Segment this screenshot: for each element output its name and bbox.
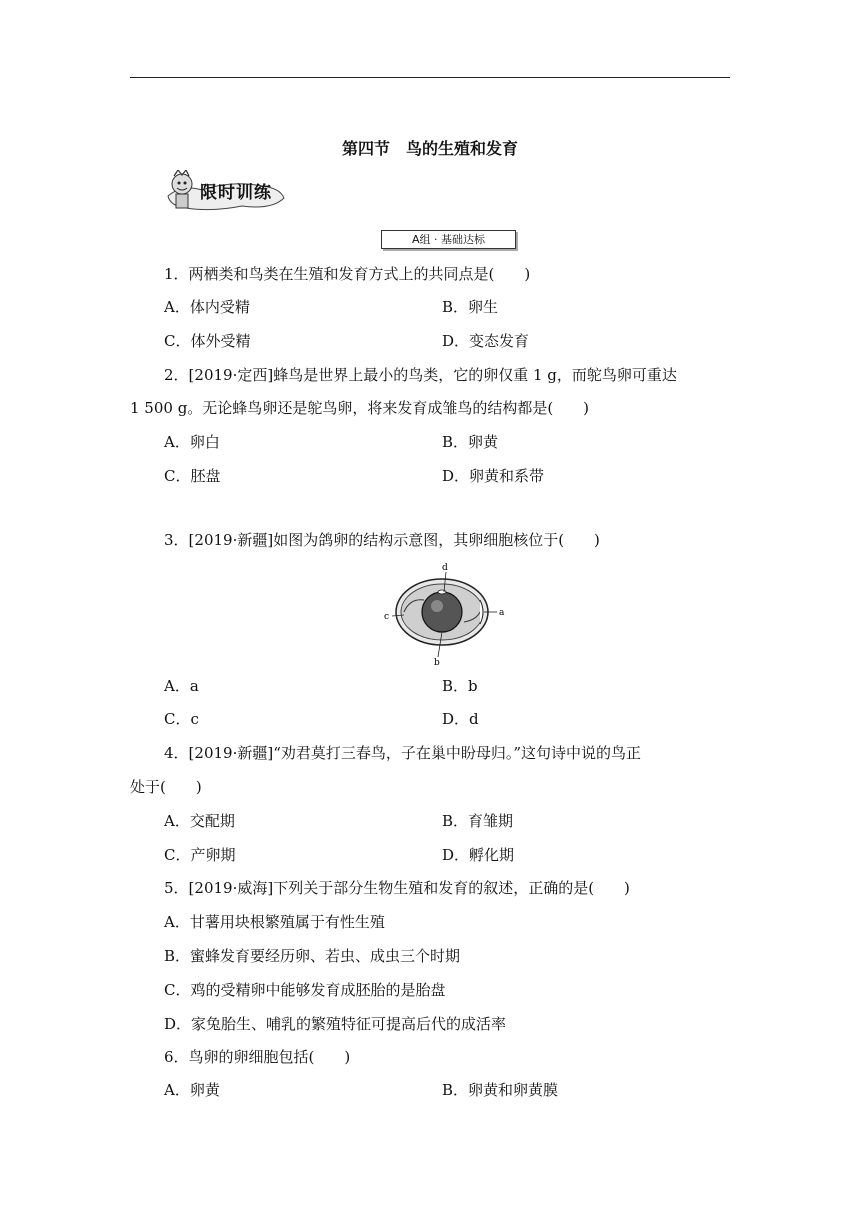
question-4-option-b: B．育雏期 [442,812,514,830]
question-3-option-d: D．d [442,710,479,728]
figure-label-a: a [499,608,505,618]
group-label: A组 · 基础达标 [381,230,516,249]
question-5-option-c: C．鸡的受精卵中能够发育成胚胎的是胎盘 [164,981,446,999]
page-title: 第四节 鸟的生殖和发育 [341,139,518,158]
question-1-stem: 1．两栖类和鸟类在生殖和发育方式上的共同点是( ) [164,265,531,283]
question-3-stem: 3．[2019·新疆]如图为鸽卵的结构示意图，其卵细胞核位于( ) [164,531,600,549]
question-1-option-c: C．体外受精 [164,332,251,350]
question-5-option-a: A．甘薯用块根繁殖属于有性生殖 [164,913,385,931]
figure-label-d: d [442,563,448,573]
question-5-option-d: D．家兔胎生、哺乳的繁殖特征可提高后代的成活率 [164,1015,507,1033]
question-1-option-b: B．卵生 [442,298,499,316]
question-6-stem: 6．鸟卵的卵细胞包括( ) [164,1048,351,1066]
question-1-option-d: D．变态发育 [442,332,530,350]
question-3-option-c: C．c [164,710,199,728]
pigeon-egg-diagram [380,560,510,668]
question-2-option-d: D．卵黄和系带 [442,467,545,485]
question-2-option-c: C．胚盘 [164,467,221,485]
question-3-option-b: B．b [442,677,478,695]
question-4-option-a: A．交配期 [164,812,235,830]
question-1-option-a: A．体内受精 [164,298,250,316]
question-2-stem: 2．[2019·定西]蜂鸟是世界上最小的鸟类，它的卵仅重 1 g，而鸵鸟卵可重达 [164,366,677,384]
question-4-stem: 4．[2019·新疆]“劝君莫打三春鸟，子在巢中盼母归。”这句诗中说的鸟正 [164,744,642,762]
header-rule [130,77,730,78]
figure-label-c: c [384,612,390,622]
question-4-stem-cont: 处于( ) [130,778,202,796]
question-4-option-d: D．孵化期 [442,846,515,864]
question-5-option-b: B．蜜蜂发育要经历卵、若虫、成虫三个时期 [164,947,461,965]
figure-label-b: b [434,658,440,668]
question-3-option-a: A．a [164,677,199,695]
question-4-option-c: C．产卵期 [164,846,236,864]
badge-label: 限时训练 [200,183,272,203]
question-2-option-b: B．卵黄 [442,433,499,451]
question-2-option-a: A．卵白 [164,433,220,451]
question-5-stem: 5．[2019·威海]下列关于部分生物生殖和发育的叙述，正确的是( ) [164,879,630,897]
question-6-option-a: A．卵黄 [164,1081,220,1099]
question-2-stem-cont: 1 500 g。无论蜂鸟卵还是鸵鸟卵，将来发育成雏鸟的结构都是( ) [130,399,590,417]
question-6-option-b: B．卵黄和卵黄膜 [442,1081,559,1099]
